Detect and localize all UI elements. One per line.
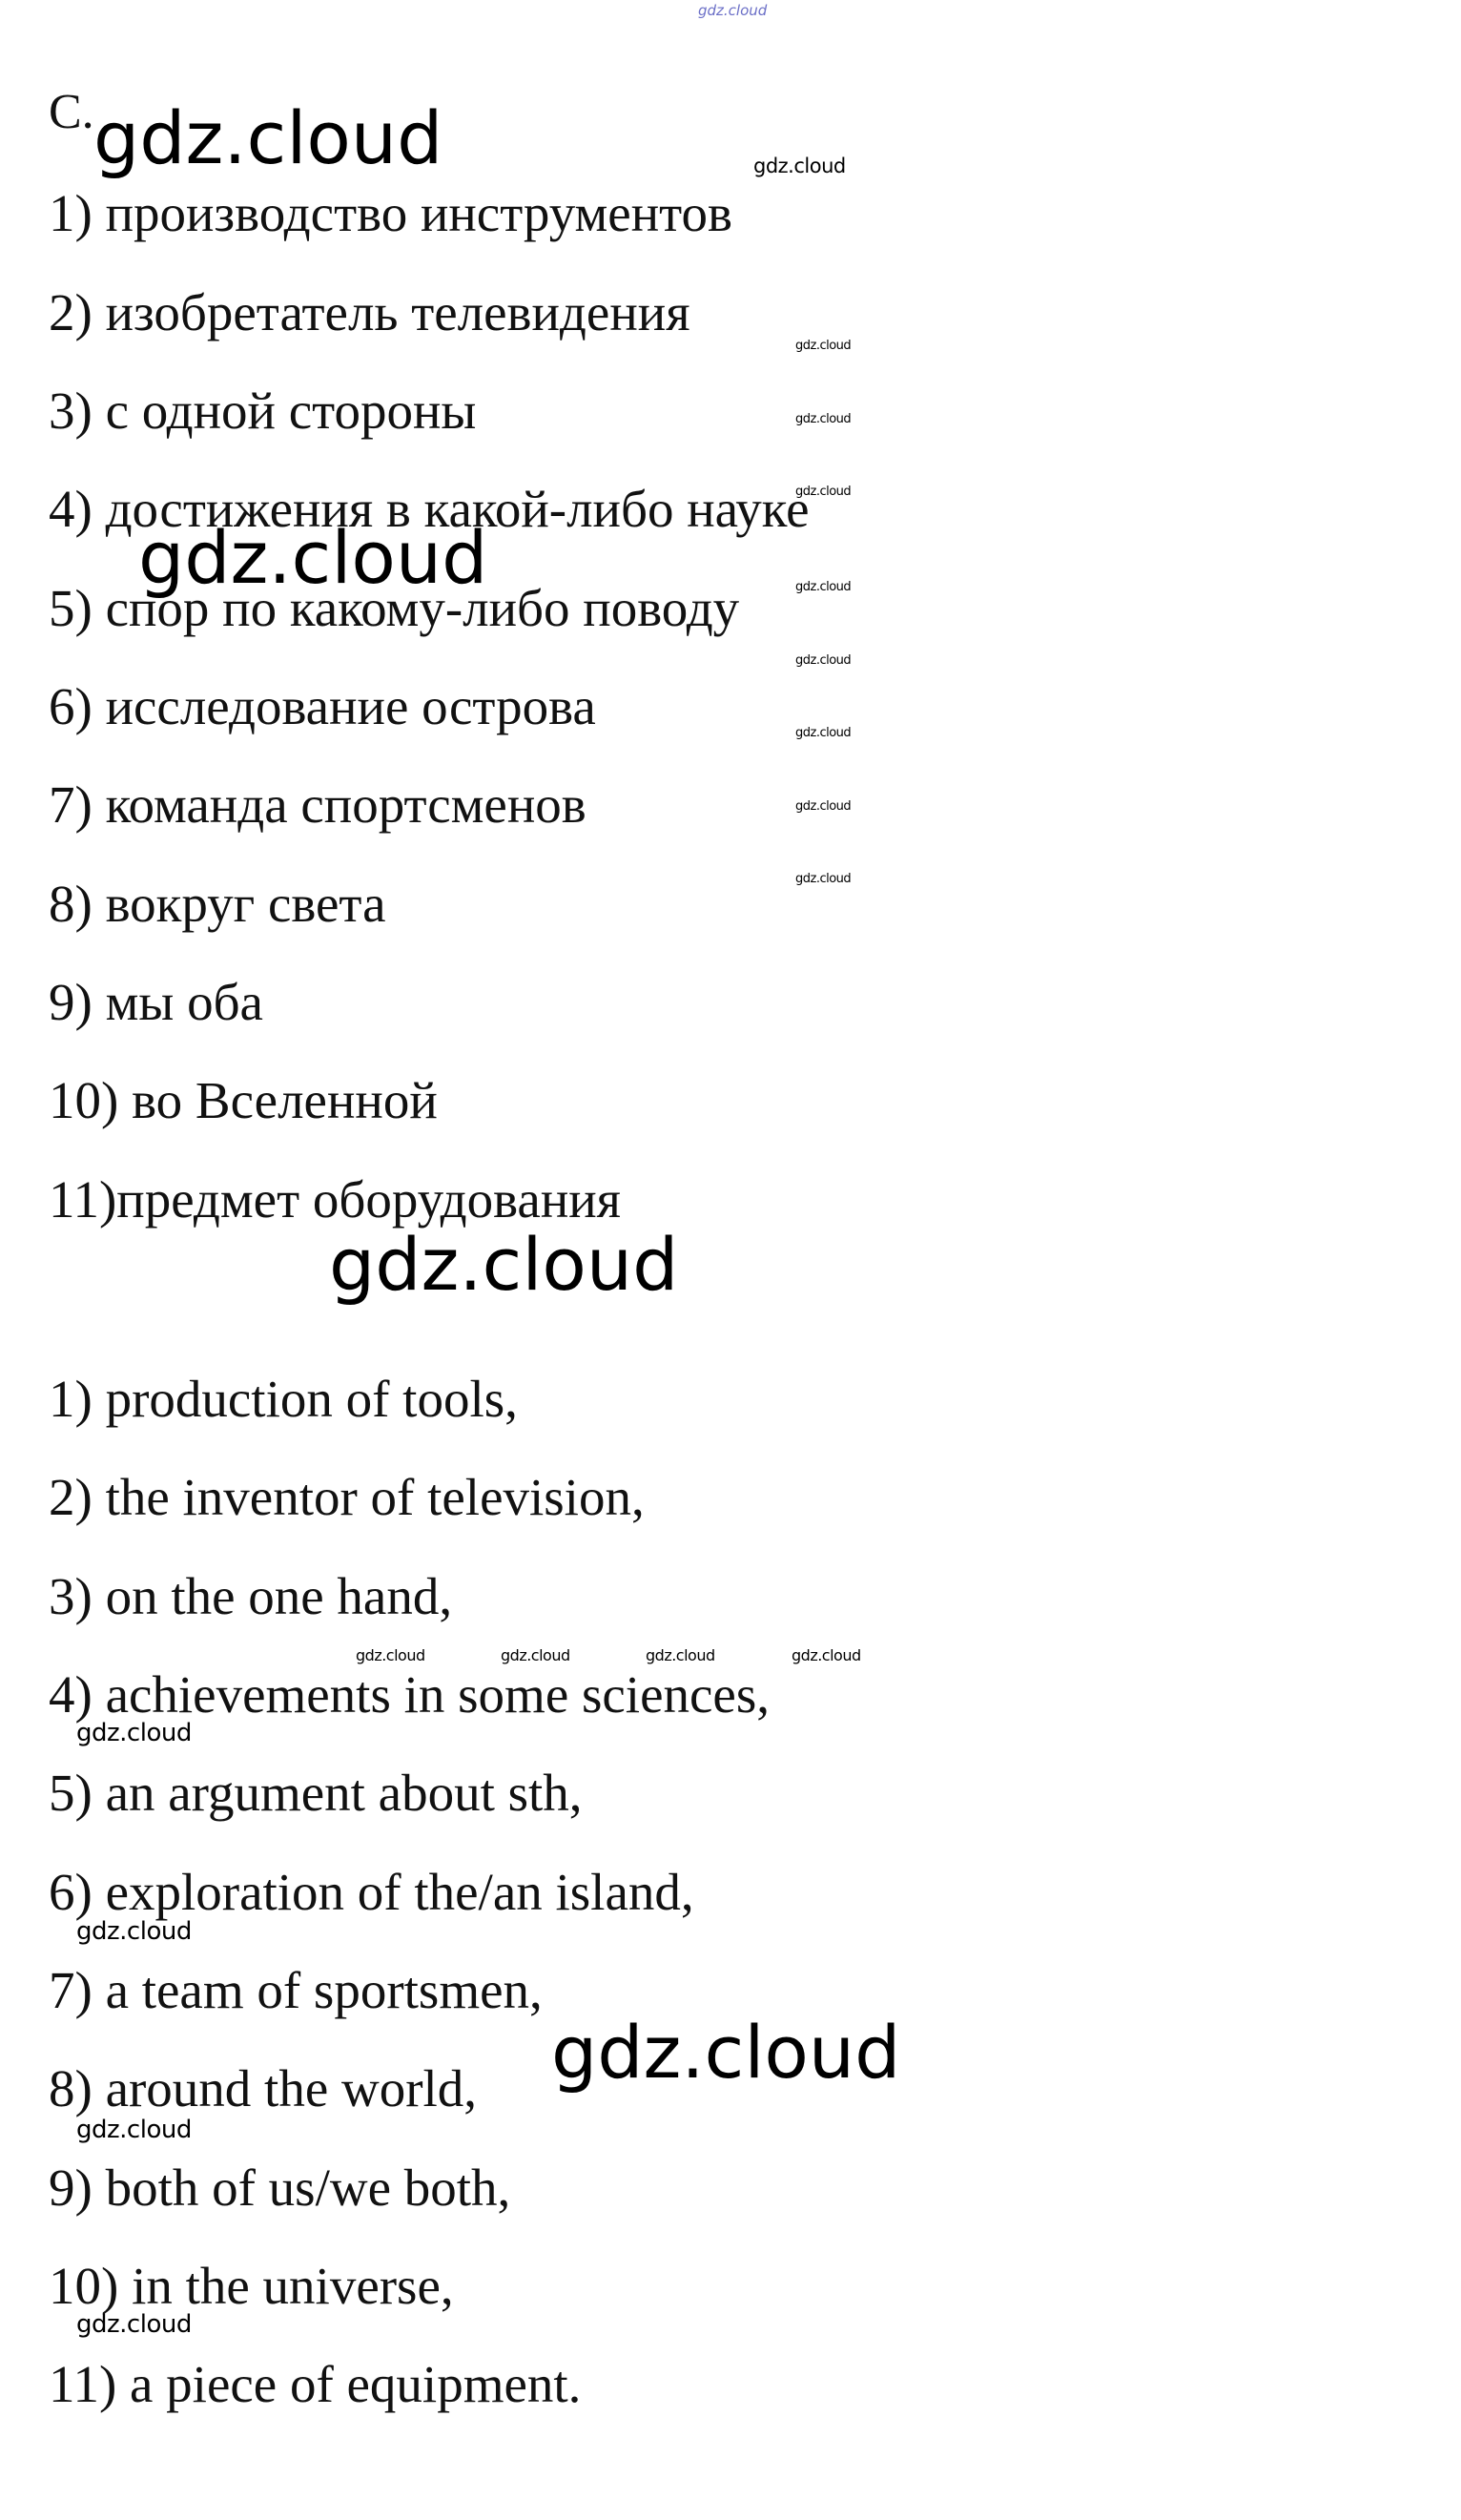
- watermark: gdz.cloud: [753, 155, 846, 177]
- watermark: gdz.cloud: [795, 580, 852, 594]
- english-item: 9) both of us/we both,: [49, 2159, 511, 2217]
- watermark: gdz.cloud: [795, 653, 852, 668]
- english-item: 5) an argument about sth,: [49, 1764, 583, 1822]
- watermark: gdz.cloud: [795, 872, 852, 886]
- watermark: gdz.cloud: [76, 2310, 192, 2339]
- english-item: 10) in the universe,: [49, 2257, 454, 2315]
- russian-item: 3) с одной стороны: [49, 382, 477, 440]
- watermark: gdz.cloud: [795, 339, 852, 353]
- russian-item: 9) мы оба: [49, 973, 263, 1031]
- russian-item: 1) производство инструментов: [49, 184, 732, 242]
- watermark: gdz.cloud: [138, 515, 488, 600]
- russian-item: 5) спор по какому-либо поводу: [49, 579, 740, 637]
- watermark-top: gdz.cloud: [698, 2, 768, 19]
- watermark: gdz.cloud: [93, 95, 443, 180]
- english-item: 4) achievements in some sciences,: [49, 1665, 770, 1724]
- watermark: gdz.cloud: [795, 412, 852, 426]
- watermark: gdz.cloud: [76, 1917, 192, 1946]
- section-letter: С.: [49, 85, 94, 139]
- watermark: gdz.cloud: [356, 1646, 425, 1664]
- watermark: gdz.cloud: [329, 1222, 679, 1307]
- watermark: gdz.cloud: [501, 1646, 570, 1664]
- english-item: 8) around the world,: [49, 2059, 478, 2117]
- english-item: 3) on the one hand,: [49, 1567, 453, 1625]
- russian-item: 8) вокруг света: [49, 875, 386, 933]
- russian-item: 10) во Вселенной: [49, 1071, 438, 1129]
- watermark: gdz.cloud: [795, 726, 852, 740]
- watermark: gdz.cloud: [76, 1719, 192, 1747]
- watermark: gdz.cloud: [551, 2010, 901, 2095]
- english-item: 6) exploration of the/an island,: [49, 1863, 694, 1921]
- watermark: gdz.cloud: [792, 1646, 861, 1664]
- russian-item: 4) достижения в какой-либо науке: [49, 480, 810, 538]
- english-item: 1) production of tools,: [49, 1370, 518, 1428]
- russian-item: 7) команда спортсменов: [49, 775, 586, 834]
- english-item: 2) the inventor of television,: [49, 1468, 645, 1526]
- russian-item: 6) исследование острова: [49, 677, 596, 735]
- watermark: gdz.cloud: [76, 2116, 192, 2144]
- english-item: 11) a piece of equipment.: [49, 2355, 582, 2413]
- watermark: gdz.cloud: [795, 485, 852, 499]
- watermark: gdz.cloud: [795, 799, 852, 814]
- russian-item: 11)предмет оборудования: [49, 1170, 621, 1229]
- watermark: gdz.cloud: [646, 1646, 715, 1664]
- russian-item: 2) изобретатель телевидения: [49, 283, 690, 341]
- english-item: 7) a team of sportsmen,: [49, 1961, 543, 2019]
